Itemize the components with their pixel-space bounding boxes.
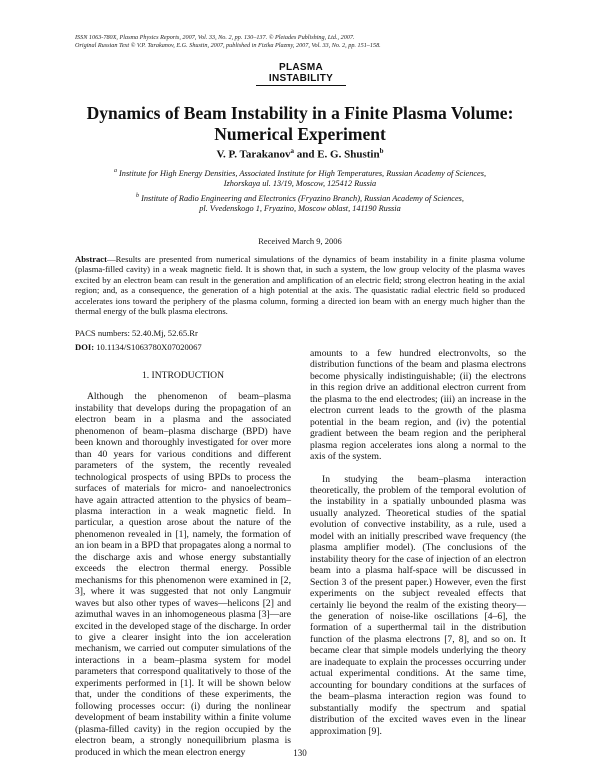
section-label — [256, 62, 346, 86]
paragraph: amounts to a few hundred electronvolts, so the distribution functions of the beam and plasma electrons become physically indistinguishable; (ii) the electrons in this region drive an additional electron current from the plasma to the end electrodes; (iii) an increase in the electron current leads to the growth of the plasma potential in the beam region, and (iv) the potential gradient between the beam region and the peripheral plasma region accelerates ions along a normal to the axis of the system. — [310, 348, 526, 463]
affiliation-a-line-1: Institute for High Energy Densities, Associated Institute for High Temperatures, Russian Academy of Sciences, — [116, 168, 487, 178]
paper-title-line-2: Numerical Experiment — [214, 124, 386, 144]
doi-value[interactable]: 10.1134/S1063780X07020067 — [94, 342, 202, 352]
author-1: V. P. Tarakanov — [216, 148, 291, 161]
affiliation-a — [70, 166, 530, 189]
paragraph-gap — [310, 463, 526, 474]
authors — [60, 147, 540, 161]
affiliation-b-line-1: Institute of Radio Engineering and Electronics (Fryazino Branch), Russian Academy of Sciences, — [139, 193, 464, 203]
affiliation-a-mark: a — [113, 168, 117, 174]
affiliation-b-mark: b — [136, 193, 140, 199]
abstract-text: —Results are presented from numerical simulations of the dynamics of beam instability in a finite plasma volume (plasma-filled cavity) in a weak magnetic field. It is shown that, in such a system, the low group velocity of the plasma waves excited by an electron beam can result in the generation and amplification of an electric field; strong electron heating in the axial region; and, as a consequence, the generation of a high potential at the axis. The quasistatic radial electric field so produced accelerates ions toward the periphery of the plasma column, forming a directed ion beam with an energy much higher than the thermal energy of the bulk plasma electrons. — [75, 254, 525, 317]
affiliation-b-line-2: pl. Vvedenskogo 1, Fryazino, Moscow oblast, 141190 Russia — [199, 203, 401, 213]
section-label-line-2: INSTABILITY — [268, 73, 334, 84]
paragraph: Although the phenomenon of beam–plasma instability that develops during the propagation of an electron beam in a plasma and the associated phenomenon of beam–plasma discharge (BPD) have been known and thoroughly investigated for over more than 40 years for various conditions and different parameters of the system, the recently revealed technological prospects of using BPDs to process the surfaces of materials for micro- and nanoelectronics have again attracted attention to the physics of beam–plasma interaction in a weak magnetic field. In particular, a question arose about the nature of the phenomenon revealed in [1], namely, the formation of an ion beam in a BPD that propagates along a normal to the discharge axis and whose energy substantially exceeds the electron thermal energy. Possible mechanisms for this phenomenon were examined in [2, 3], where it was suggested that not only Langmuir waves but also other types of waves—helicons [2] and azimuthal waves in an inhomogeneous plasma [3]—are excited in the developed stage of the discharge. In order to give a clearer insight into the ion acceleration mechanism, we carried out computer simulations of the interactions in a beam–plasma system for model parameters that correspond qualitatively to those of the experiments performed in [1]. It will be shown below that, under the conditions of these experiments, the following processes occur: (i) during the nonlinear development of beam instability within a finite volume (plasma-filled cavity) in the region occupied by the electron beam, a strongly nonequilibrium plasma is produced in which the mean electron energy — [75, 391, 291, 758]
author-2: and E. G. Shustin — [293, 148, 380, 161]
paper-title — [60, 103, 540, 145]
journal-header-line-1: ISSN 1063-780X, Plasma Physics Reports, 2007, Vol. 33, No. 2, pp. 130–137. © Pleiades Publishing, Ltd., 2007. — [75, 34, 355, 41]
paragraph: In studying the beam–plasma interaction theoretically, the problem of the temporal evolution of the instability in a spatially unbounded plasma was usually analyzed. Theoretical studies of the spatial evolution of convective instability, as a rule, used a model with an initially prescribed wave frequency (the plasma amplifier model). (The conclusions of the instability theory for the case of injection of an electron beam into a plasma half-space will be discussed in Section 3 of the present paper.) However, even the first experiments on the subject revealed effects that certainly lie beyond the realm of the existing theory—the generation of noise-like oscillations [4–6], the formation of a superthermal tail in the distribution function of the plasma electrons [7, 8], and so on. It became clear that simple models underlying the theory are inadequate to explain the processes occurring under actual experimental conditions. At the same time, accounting for boundary conditions at the surfaces of the beam–plasma interaction region was found to substantially modify the spectrum and spatial distribution of the excited waves even in the linear approximation [9]. — [310, 473, 526, 737]
left-column — [75, 370, 291, 758]
journal-header-line-2: Original Russian Text © V.P. Tarakanov, E.G. Shustin, 2007, published in Fizika Plazmy, 2007, Vol. 33, No. 2, pp. 151–158. — [75, 42, 381, 49]
page-number: 130 — [293, 748, 307, 758]
right-column — [310, 348, 526, 737]
pacs-numbers: PACS numbers: 52.40.Mj, 52.65.Rr — [75, 328, 198, 338]
affiliation-a-line-2: Izhorskaya ul. 13/19, Moscow, 125412 Russia — [223, 178, 377, 188]
author-1-affil-mark: a — [290, 147, 294, 155]
affiliation-b — [70, 191, 530, 214]
intro-heading: 1. INTRODUCTION — [141, 370, 225, 381]
abstract — [75, 254, 525, 316]
received-date: Received March 9, 2006 — [258, 236, 342, 246]
journal-header — [75, 34, 545, 50]
section-label-line-1: PLASMA — [278, 62, 324, 73]
doi-label: DOI: — [75, 342, 95, 352]
paper-title-line-1: Dynamics of Beam Instability in a Finite Plasma Volume: — [86, 103, 514, 123]
author-2-affil-mark: b — [379, 147, 384, 155]
abstract-label: Abstract — [75, 254, 107, 264]
